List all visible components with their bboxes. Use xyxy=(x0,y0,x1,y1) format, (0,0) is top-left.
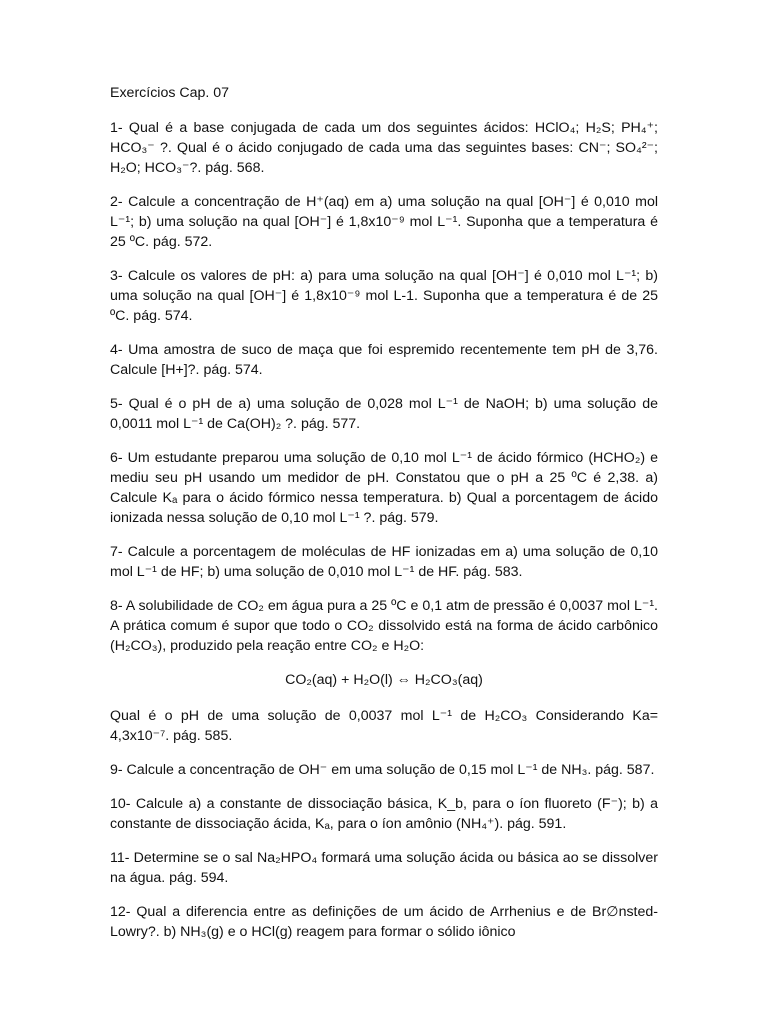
exercise-10: 10- Calcule a) a constante de dissociação básica, K_b, para o íon fluoreto (F⁻); b) a constante de dissociação ácida, Kₐ, para o íon amônio (NH₄⁺). pág. 591. xyxy=(110,796,658,832)
exercise-1: 1- Qual é a base conjugada de cada um dos seguintes ácidos: HClO₄; H₂S; PH₄⁺; HCO₃⁻ ?. Qual é o ácido conjugado de cada uma das seguintes bases: CN⁻; SO₄²⁻; H₂O; HCO₃⁻?. pág. 568. xyxy=(110,120,658,176)
exercise-5: 5- Qual é o pH de a) uma solução de 0,028 mol L⁻¹ de NaOH; b) uma solução de 0,0011 mol L⁻¹ de Ca(OH)₂ ?. pág. 577. xyxy=(110,396,658,432)
exercise-2: 2- Calcule a concentração de H⁺(aq) em a) uma solução na qual [OH⁻] é 0,010 mol L⁻¹; b) uma solução na qual [OH⁻] é 1,8x10⁻⁹ mol L⁻¹. Suponha que a temperatura é 25 ºC. pág. 572. xyxy=(110,194,658,250)
exercise-3: 3- Calcule os valores de pH: a) para uma solução na qual [OH⁻] é 0,010 mol L⁻¹; b) uma solução na qual [OH⁻] é 1,8x10⁻⁹ mol L-1. Suponha que a temperatura é de 25 ºC. pág. 574. xyxy=(110,268,658,324)
exercise-7: 7- Calcule a porcentagem de moléculas de HF ionizadas em a) uma solução de 0,10 mol L⁻¹ de HF; b) uma solução de 0,010 mol L⁻¹ de HF. pág. 583. xyxy=(110,544,658,580)
exercise-9: 9- Calcule a concentração de OH⁻ em uma solução de 0,15 mol L⁻¹ de NH₃. pág. 587. xyxy=(110,762,655,778)
exercise-8-followup: Qual é o pH de uma solução de 0,0037 mol L⁻¹ de H₂CO₃ Considerando Ka= 4,3x10⁻⁷. pág. 585. xyxy=(110,708,658,744)
exercise-11: 11- Determine se o sal Na₂HPO₄ formará uma solução ácida ou básica ao se dissolver na água. pág. 594. xyxy=(110,850,658,886)
exercise-4: 4- Uma amostra de suco de maça que foi espremido recentemente tem pH de 3,76. Calcule [H+]?. pág. 574. xyxy=(110,342,658,378)
exercise-6: 6- Um estudante preparou uma solução de 0,10 mol L⁻¹ de ácido fórmico (HCHO₂) e mediu seu pH usando um medidor de pH. Constatou que o pH a 25 ºC é 2,38. a) Calcule Kₐ para o ácido fórmico nessa temperatura. b) Qual a porcentagem de ácido ionizada nessa solução de 0,10 mol L⁻¹ ?. pág. 579. xyxy=(110,450,658,526)
exercise-8-equation: CO₂(aq) + H₂O(l) ⇔ H₂CO₃(aq) xyxy=(285,672,483,688)
document-title: Exercícios Cap. 07 xyxy=(110,85,230,101)
exercise-8: 8- A solubilidade de CO₂ em água pura a 25 ºC e 0,1 atm de pressão é 0,0037 mol L⁻¹. A prática comum é supor que todo o CO₂ dissolvido está na forma de ácido carbônico (H₂CO₃), produzido pela reação entre CO₂ e H₂O: xyxy=(110,598,658,654)
exercise-12: 12- Qual a diferencia entre as definições de um ácido de Arrhenius e de Br∅nsted-Lowry?. b) NH₃(g) e o HCl(g) reagem para formar o sólido iônico xyxy=(110,904,658,940)
